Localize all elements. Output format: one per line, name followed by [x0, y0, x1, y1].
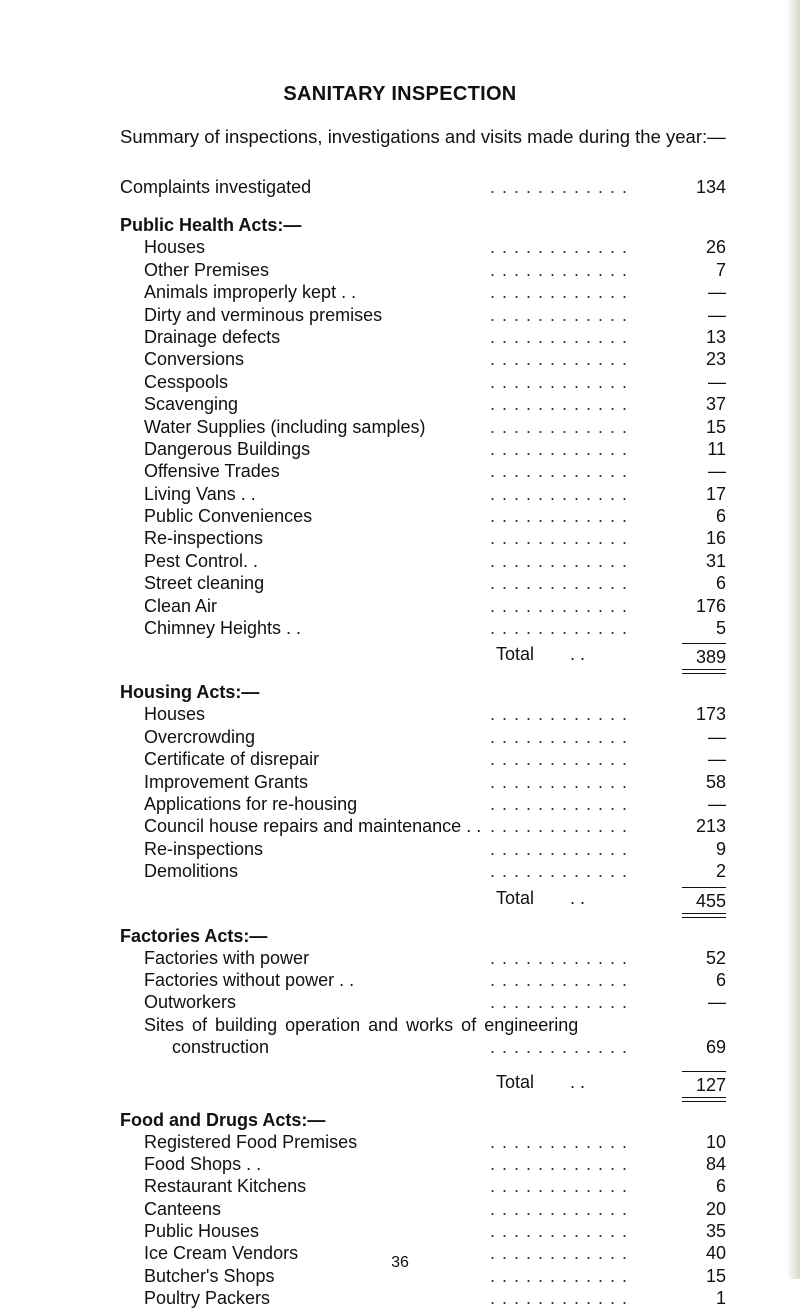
item-label: Council house repairs and maintenance . .	[144, 816, 482, 837]
leader-dots: . . . . . . . . . . . .	[490, 237, 629, 258]
list-item	[120, 793, 726, 815]
list-item	[120, 483, 726, 505]
list-item	[120, 550, 726, 572]
leader-dots: . . . . . . . . . . . .	[490, 947, 629, 968]
item-label: Demolitions	[144, 861, 239, 882]
list-item	[120, 281, 726, 303]
leader-dots: . . . . . . . . . . . .	[490, 1243, 629, 1264]
item-value: 35	[705, 1221, 726, 1242]
item-value: 84	[705, 1153, 726, 1174]
leader-dots: . . . . . . . . . . . .	[490, 992, 629, 1013]
leader-dots: . . . . . . . . . . . .	[490, 349, 629, 370]
item-value: 15	[705, 1265, 726, 1286]
list-item	[120, 595, 726, 617]
item-label: Street cleaning	[144, 573, 265, 594]
list-item	[120, 838, 726, 860]
list-item	[120, 259, 726, 281]
item-label: Clean Air	[144, 595, 218, 616]
list-item	[120, 1153, 726, 1175]
public-health-list	[120, 236, 726, 639]
total-label: Total	[496, 1071, 535, 1092]
item-value: 7	[715, 259, 726, 280]
item-label: Offensive Trades	[144, 461, 280, 482]
leader-dots: . . . . . . . . . . . .	[490, 573, 629, 594]
item-label: Overcrowding	[144, 726, 256, 747]
item-label: Drainage defects	[144, 326, 281, 347]
item-value: 2	[715, 861, 726, 882]
leader-dots: . . . . . . . . . . . .	[490, 1265, 629, 1286]
item-label: Butcher's Shops	[144, 1265, 275, 1286]
list-item	[120, 748, 726, 770]
leader-dots: . . . . . . . . . . . .	[490, 838, 629, 859]
leader-dots: . . . . . . . . . . . .	[490, 483, 629, 504]
list-item	[120, 1220, 726, 1242]
page-title: SANITARY INSPECTION	[283, 83, 517, 105]
leader-dots: . . . . . . . . . . . .	[490, 550, 629, 571]
sites-row-line1	[120, 1014, 726, 1036]
page-edge-shadow	[786, 0, 800, 1279]
list-item	[120, 371, 726, 393]
item-label: Chimney Heights . .	[144, 618, 302, 639]
list-item	[120, 393, 726, 415]
item-value: 1	[715, 1288, 726, 1309]
item-label: Outworkers	[144, 992, 237, 1013]
leader-dots: . . . . . . . . . . . .	[490, 177, 629, 197]
leader-dots: . . . . . . . . . . . .	[490, 1153, 629, 1174]
list-item	[120, 991, 726, 1013]
list-item	[120, 572, 726, 594]
item-label: Houses	[144, 704, 206, 725]
leader-dots: . . . . . . . . . . . .	[490, 438, 629, 459]
leader-dots: . . . . . . . . . . . .	[490, 1131, 629, 1152]
leader-dots: . . . . . . . . . . . .	[490, 282, 629, 303]
item-value: 16	[705, 528, 726, 549]
item-value: —	[708, 793, 726, 814]
double-rule	[120, 669, 726, 677]
item-value: 20	[705, 1198, 726, 1219]
item-value: 31	[705, 550, 726, 571]
leader-dots: . . . . . . . . . . . .	[490, 326, 629, 347]
list-item	[120, 236, 726, 258]
sites-value: 69	[705, 1037, 726, 1058]
list-item	[120, 416, 726, 438]
item-value: 37	[705, 394, 726, 415]
public-health-heading: Public Health Acts:—	[120, 215, 302, 236]
item-value: 52	[705, 947, 726, 968]
item-label: Canteens	[144, 1198, 222, 1219]
item-value: —	[708, 371, 726, 392]
item-label: Improvement Grants	[144, 771, 309, 792]
housing-total-row: Total . . 455	[120, 883, 726, 913]
complaints-value: 134	[695, 177, 726, 197]
item-value: 176	[695, 595, 726, 616]
leader-dots: . . . . . . . . . . . .	[490, 1037, 629, 1058]
item-value: 6	[715, 573, 726, 594]
sites-label-line1: Sites of building operation and works of engineering	[144, 1014, 579, 1035]
sites-label-line2: construction	[172, 1037, 270, 1058]
list-item	[120, 304, 726, 326]
item-value: —	[708, 304, 726, 325]
item-value: 58	[705, 771, 726, 792]
item-label: Other Premises	[144, 259, 270, 280]
item-value: 213	[695, 816, 726, 837]
total-value: 127	[682, 1071, 726, 1098]
item-value: —	[708, 726, 726, 747]
complaints-row	[120, 176, 726, 198]
item-label: Animals improperly kept . .	[144, 282, 357, 303]
leader-dots: . . . . . . . . . . . .	[490, 1198, 629, 1219]
item-label: Public Conveniences	[144, 506, 313, 527]
item-value: 15	[705, 416, 726, 437]
item-label: Public Houses	[144, 1221, 260, 1242]
double-rule	[120, 1097, 726, 1105]
item-label: Ice Cream Vendors	[144, 1243, 299, 1264]
leader-dots: . . . . . . . . . . . .	[490, 259, 629, 280]
item-label: Applications for re-housing	[144, 793, 358, 814]
item-value: —	[708, 282, 726, 303]
list-item	[120, 348, 726, 370]
list-item	[120, 505, 726, 527]
list-item	[120, 438, 726, 460]
housing-list	[120, 703, 726, 882]
leader-dots: . . . . . . . . . . . .	[490, 704, 629, 725]
item-value: 5	[715, 618, 726, 639]
food-heading: Food and Drugs Acts:—	[120, 1109, 326, 1130]
page-number: 36	[391, 1254, 409, 1271]
item-value: 26	[705, 237, 726, 258]
item-label: Re-inspections	[144, 528, 264, 549]
list-item	[120, 726, 726, 748]
item-label: Food Shops . .	[144, 1153, 262, 1174]
leader-dots: . . . . . . . . . . . .	[490, 771, 629, 792]
public-health-total-row: Total . . 389	[120, 639, 726, 669]
leader-dots: . . . . . . . . . . . .	[490, 726, 629, 747]
item-label: Re-inspections	[144, 838, 264, 859]
leader-dots: . . . . . . . . . . . .	[490, 595, 629, 616]
item-label: Living Vans . .	[144, 483, 256, 504]
leader-dots: . . . . . . . . . . . .	[490, 506, 629, 527]
item-value: 6	[715, 506, 726, 527]
leader-dots: . . . . . . . . . . . .	[490, 816, 629, 837]
item-value: 11	[707, 438, 726, 459]
item-label: Cesspools	[144, 371, 229, 392]
housing-heading: Housing Acts:—	[120, 682, 260, 703]
leader-dots: . . . . . . . . . . . .	[490, 304, 629, 325]
intro-paragraph: Summary of inspections, investigations and visits made during the year:—	[120, 126, 726, 147]
sites-row-line2	[120, 1036, 726, 1058]
leader-dots: . . . . . . . . . . . .	[490, 528, 629, 549]
list-item	[120, 860, 726, 882]
item-value: 6	[715, 1176, 726, 1197]
item-value: 40	[705, 1243, 726, 1264]
total-value: 455	[682, 887, 726, 914]
item-value: 13	[705, 326, 726, 347]
total-value: 389	[682, 643, 726, 670]
item-value: —	[708, 992, 726, 1013]
item-label: Water Supplies (including samples)	[144, 416, 426, 437]
leader-dots: . . . . . . . . . . . .	[490, 1221, 629, 1242]
leader-dots: . . . . . . . . . . . .	[490, 793, 629, 814]
item-label: Conversions	[144, 349, 245, 370]
complaints-label: Complaints investigated	[120, 177, 312, 197]
inspection-summary	[120, 176, 726, 1310]
list-item	[120, 326, 726, 348]
list-item	[120, 703, 726, 725]
list-item	[120, 527, 726, 549]
leader-dots: . . . . . . . . . . . .	[490, 461, 629, 482]
list-item	[120, 815, 726, 837]
item-label: Certificate of disrepair	[144, 749, 320, 770]
item-value: 17	[705, 483, 726, 504]
leader-dots: . . . . . . . . . . . .	[490, 749, 629, 770]
item-label: Dangerous Buildings	[144, 438, 311, 459]
item-label: Dirty and verminous premises	[144, 304, 383, 325]
list-item	[120, 969, 726, 991]
total-label: Total	[496, 644, 535, 665]
leader-dots: . . . . . . . . . . . .	[490, 1288, 629, 1309]
leader-dots: . . . . . . . . . . . .	[490, 371, 629, 392]
factories-list	[120, 947, 726, 1014]
total-label: Total	[496, 887, 535, 908]
item-label: Houses	[144, 237, 206, 258]
list-item	[120, 1131, 726, 1153]
list-item	[120, 460, 726, 482]
list-item	[120, 1287, 726, 1309]
leader-dots: . . . . . . . . . . . .	[490, 416, 629, 437]
leader-dots: . . . . . . . . . . . .	[490, 1176, 629, 1197]
leader-dots: . . . . . . . . . . . .	[490, 394, 629, 415]
item-label: Pest Control. .	[144, 550, 259, 571]
leader-dots: . . . . . . . . . . . .	[490, 861, 629, 882]
factories-total-row: Total . . 127	[120, 1067, 726, 1097]
item-value: 23	[705, 349, 726, 370]
item-value: —	[708, 749, 726, 770]
food-list	[120, 1131, 726, 1310]
double-rule	[120, 913, 726, 921]
item-label: Restaurant Kitchens	[144, 1176, 307, 1197]
list-item	[120, 1198, 726, 1220]
list-item	[120, 617, 726, 639]
leader-dots: . . . . . . . . . . . .	[490, 969, 629, 990]
list-item	[120, 1175, 726, 1197]
item-label: Registered Food Premises	[144, 1131, 358, 1152]
item-label: Factories without power . .	[144, 969, 355, 990]
list-item	[120, 771, 726, 793]
item-value: 6	[715, 969, 726, 990]
item-value: 173	[695, 704, 726, 725]
item-label: Factories with power	[144, 947, 310, 968]
leader-dots: . . . . . . . . . . . .	[490, 618, 629, 639]
factories-heading: Factories Acts:—	[120, 925, 268, 946]
item-label: Poultry Packers	[144, 1288, 271, 1309]
item-value: 9	[715, 838, 726, 859]
item-value: 10	[705, 1131, 726, 1152]
item-value: —	[708, 461, 726, 482]
item-label: Scavenging	[144, 394, 239, 415]
list-item	[120, 947, 726, 969]
